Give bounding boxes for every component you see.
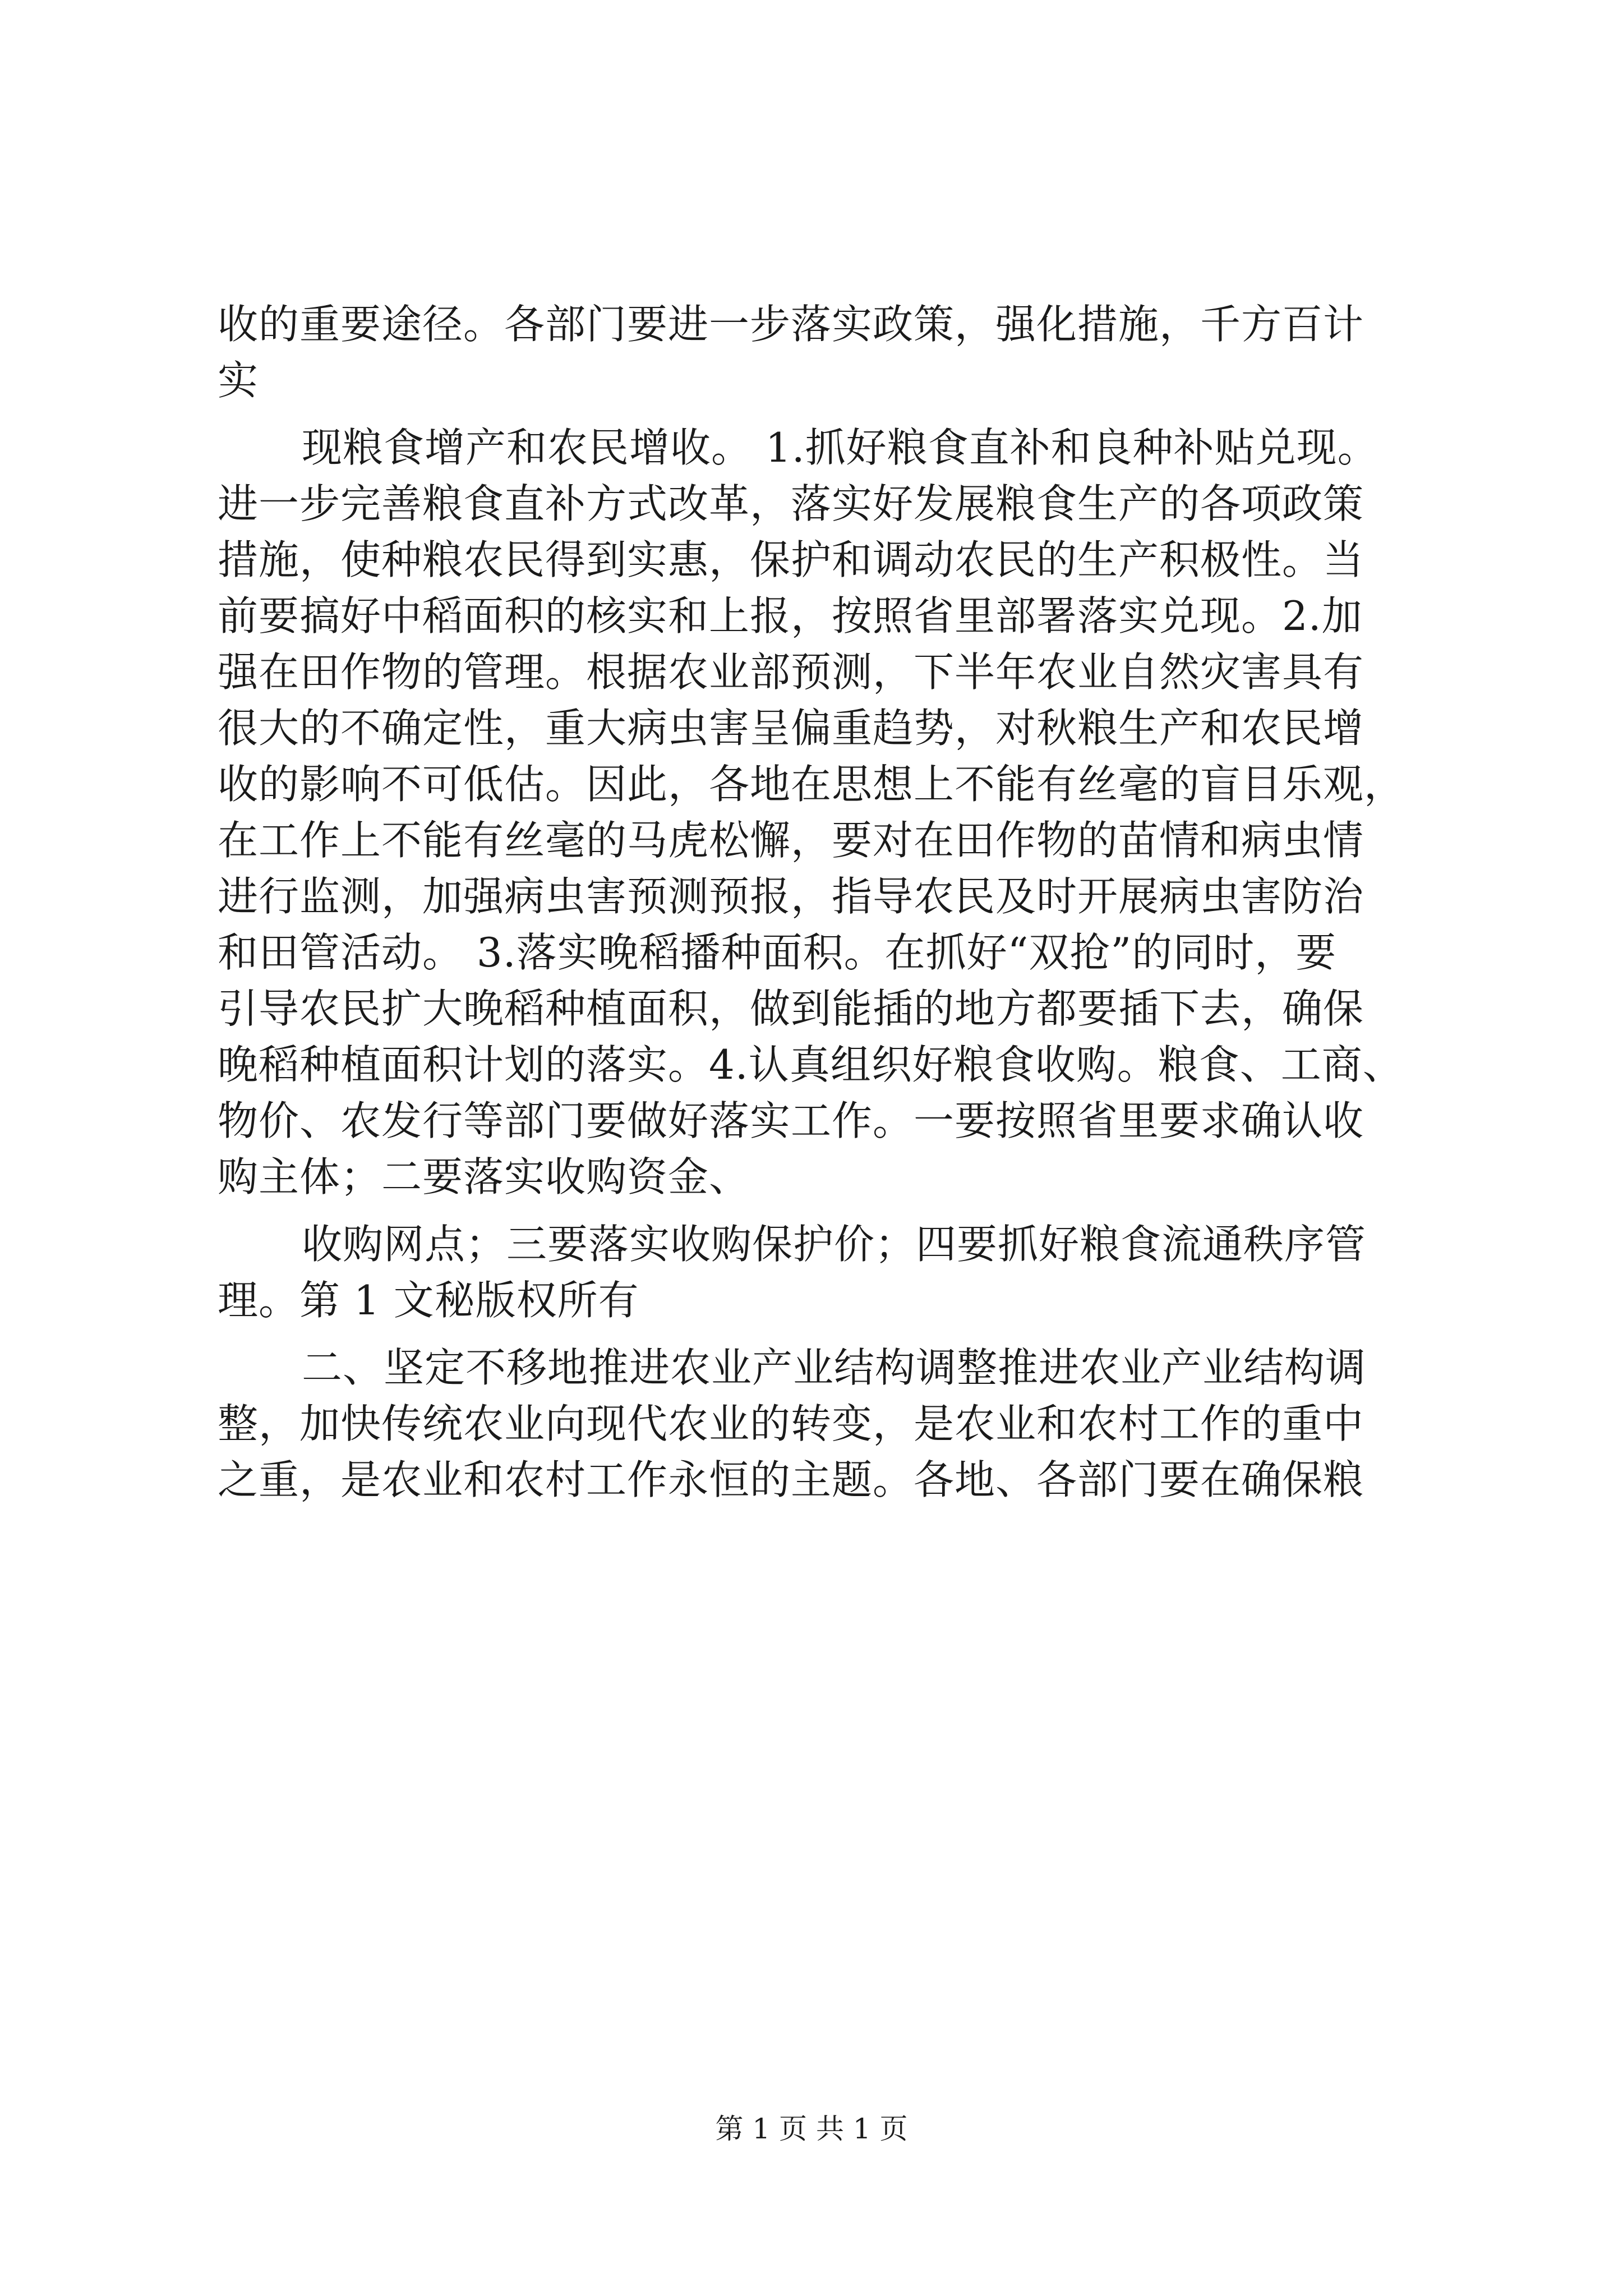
- text-line: 物价、农发行等部门要做好落实工作。一要按照省里要求确认收: [218, 1097, 1364, 1144]
- text-line: 强在田作物的管理。根据农业部预测，下半年农业自然灾害具有: [218, 648, 1364, 696]
- text-line: 很大的不确定性，重大病虫害呈偏重趋势，对秋粮生产和农民增: [218, 705, 1364, 752]
- text-line: 措施，使种粮农民得到实惠，保护和调动农民的生产积极性。当: [218, 536, 1364, 583]
- text-line: 进一步完善粮食直补方式改革，落实好发展粮食生产的各项政策: [218, 480, 1364, 527]
- text-line: 收的重要途径。各部门要进一步落实政策，强化措施，千方百计: [218, 301, 1364, 348]
- text-line: 实: [218, 357, 259, 404]
- text-line: 前要搞好中稻面积的核实和上报，按照省里部署落实兑现。2.加: [218, 592, 1363, 639]
- paragraph-start-line: 收购网点；三要落实收购保护价；四要抓好粮食流通秩序管: [302, 1221, 1367, 1268]
- text-line: 在工作上不能有丝毫的马虎松懈，要对在田作物的苗情和病虫情: [218, 817, 1364, 864]
- page-footer: 第 1 页 共 1 页: [715, 2113, 908, 2145]
- paragraph-start-line: 现粮食增产和农民增收。 1.抓好粮食直补和良种补贴兑现。: [302, 424, 1378, 471]
- text-line: 理。第 1 文秘版权所有: [218, 1277, 639, 1324]
- text-line: 购主体；二要落实收购资金、: [218, 1153, 750, 1200]
- text-line: 和田管活动。 3.落实晚稻播种面积。在抓好“双抢”的同时，要: [218, 929, 1337, 976]
- text-line: 整，加快传统农业向现代农业的转变，是农业和农村工作的重中: [218, 1400, 1364, 1447]
- text-line: 引导农民扩大晚稻种植面积，做到能插的地方都要插下去，确保: [218, 985, 1364, 1032]
- text-line: 收的影响不可低估。因此，各地在思想上不能有丝毫的盲目乐观，: [218, 761, 1405, 808]
- text-line: 晚稻种植面积计划的落实。4.认真组织好粮食收购。粮食、工商、: [218, 1041, 1404, 1088]
- paragraph-start-line: 二、坚定不移地推进农业产业结构调整推进农业产业结构调: [302, 1344, 1367, 1391]
- text-line: 之重，是农业和农村工作永恒的主题。各地、各部门要在确保粮: [218, 1456, 1364, 1503]
- text-line: 进行监测，加强病虫害预测预报，指导农民及时开展病虫害防治: [218, 873, 1364, 920]
